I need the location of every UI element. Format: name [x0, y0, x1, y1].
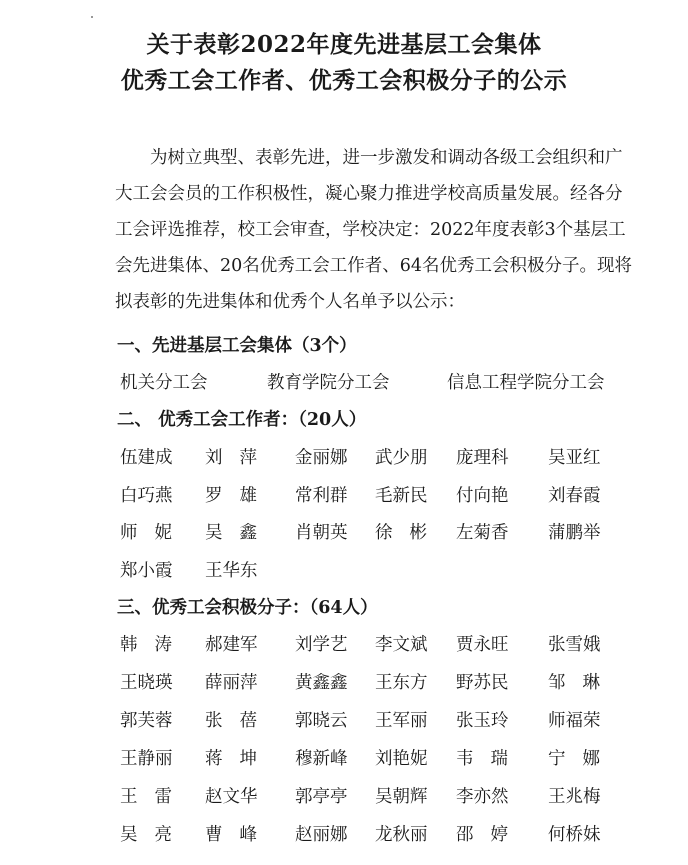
person-name: 邵婷: [456, 825, 525, 845]
section-heading-collectives: 一、先进基层工会集体（3个）: [117, 336, 357, 356]
person-name: 师福荣: [548, 711, 601, 731]
person-name: 毛新民: [375, 485, 428, 506]
person-name: 吴鑫: [205, 523, 274, 543]
person-name: 郑小霞: [120, 560, 173, 581]
title-line-1: 关于表彰2022年度先进基层工会集体: [146, 31, 542, 58]
paragraph-line: 为树立典型、表彰先进，进一步激发和调动各级工会组织和广: [150, 148, 623, 168]
collective-unit: 信息工程学院分工会: [447, 373, 605, 393]
person-name: 刘艳妮: [375, 749, 428, 769]
paragraph-line: 大工会会员的工作积极性，凝心聚力推进学校高质量发展。经各分: [115, 184, 623, 204]
person-name: 黄鑫鑫: [295, 673, 348, 693]
person-name: 薛丽萍: [205, 673, 258, 693]
paragraph-line: 拟表彰的先进集体和优秀个人名单予以公示：: [115, 292, 465, 312]
intro-paragraph: [115, 140, 633, 320]
person-name: 付向艳: [456, 485, 509, 506]
person-name: 师妮: [120, 523, 189, 543]
person-name: 徐彬: [375, 523, 444, 543]
person-name: 李亦然: [456, 787, 509, 807]
person-name: 郝建军: [205, 635, 258, 655]
person-name: 伍建成: [120, 448, 173, 468]
person-name: 刘春霞: [548, 485, 601, 506]
person-name: 韦瑞: [456, 749, 525, 769]
paragraph-line: 工会评选推荐，校工会审查，学校决定：2022年度表彰3个基层工: [115, 220, 626, 240]
person-name: 郭晓云: [295, 711, 348, 731]
person-name: 武少朋: [375, 448, 428, 468]
person-name: 金丽娜: [295, 448, 348, 468]
person-name: 龙秋丽: [375, 825, 428, 845]
person-name: 王军丽: [375, 711, 428, 731]
person-name: 张蓓: [205, 711, 274, 731]
person-name: 张玉玲: [456, 711, 509, 731]
person-name: 吴亮: [120, 825, 189, 845]
person-name: 王华东: [205, 560, 258, 581]
person-name: 野苏民: [456, 673, 509, 693]
person-name: 王静丽: [120, 749, 173, 769]
person-name: 庞理科: [456, 448, 509, 468]
section-heading-workers: 二、 优秀工会工作者：（20人）: [117, 410, 367, 430]
person-name: 罗雄: [205, 485, 274, 506]
person-name: 宁娜: [548, 749, 617, 769]
person-name: 王东方: [375, 673, 428, 693]
person-name: 刘萍: [205, 448, 274, 468]
person-name: 常利群: [295, 485, 348, 506]
person-name: 邹琳: [548, 673, 617, 693]
person-name: 何桥妹: [548, 825, 601, 845]
person-name: 王雷: [120, 787, 189, 807]
person-name: 赵文华: [205, 787, 258, 807]
person-name: 穆新峰: [295, 749, 348, 769]
scan-speck: [91, 16, 93, 18]
person-name: 曹峰: [205, 825, 274, 845]
person-name: 王晓瑛: [120, 673, 173, 693]
paragraph-line: 会先进集体、20名优秀工会工作者、64名优秀工会积极分子。现将: [115, 256, 633, 276]
person-name: 肖朝英: [295, 523, 348, 543]
collective-unit: 机关分工会: [120, 373, 208, 393]
collective-unit: 教育学院分工会: [267, 373, 390, 393]
person-name: 蒲鹏举: [548, 523, 601, 543]
person-name: 蒋坤: [205, 749, 274, 769]
person-name: 贾永旺: [456, 635, 509, 655]
person-name: 王兆梅: [548, 787, 601, 807]
person-name: 吴朝辉: [375, 787, 428, 807]
section-heading-activists: 三、优秀工会积极分子：（64人）: [117, 598, 378, 618]
person-name: 吴亚红: [548, 448, 601, 468]
person-name: 左菊香: [456, 523, 509, 543]
person-name: 赵丽娜: [295, 825, 348, 845]
person-name: 李文斌: [375, 635, 428, 655]
person-name: 白巧燕: [120, 485, 173, 506]
person-name: 刘学艺: [295, 635, 348, 655]
person-name: 郭亭亭: [295, 787, 348, 807]
title-line-2: 优秀工会工作者、优秀工会积极分子的公示: [120, 67, 568, 94]
person-name: 张雪娥: [548, 635, 601, 655]
person-name: 郭芙蓉: [120, 711, 173, 731]
person-name: 韩涛: [120, 635, 189, 655]
